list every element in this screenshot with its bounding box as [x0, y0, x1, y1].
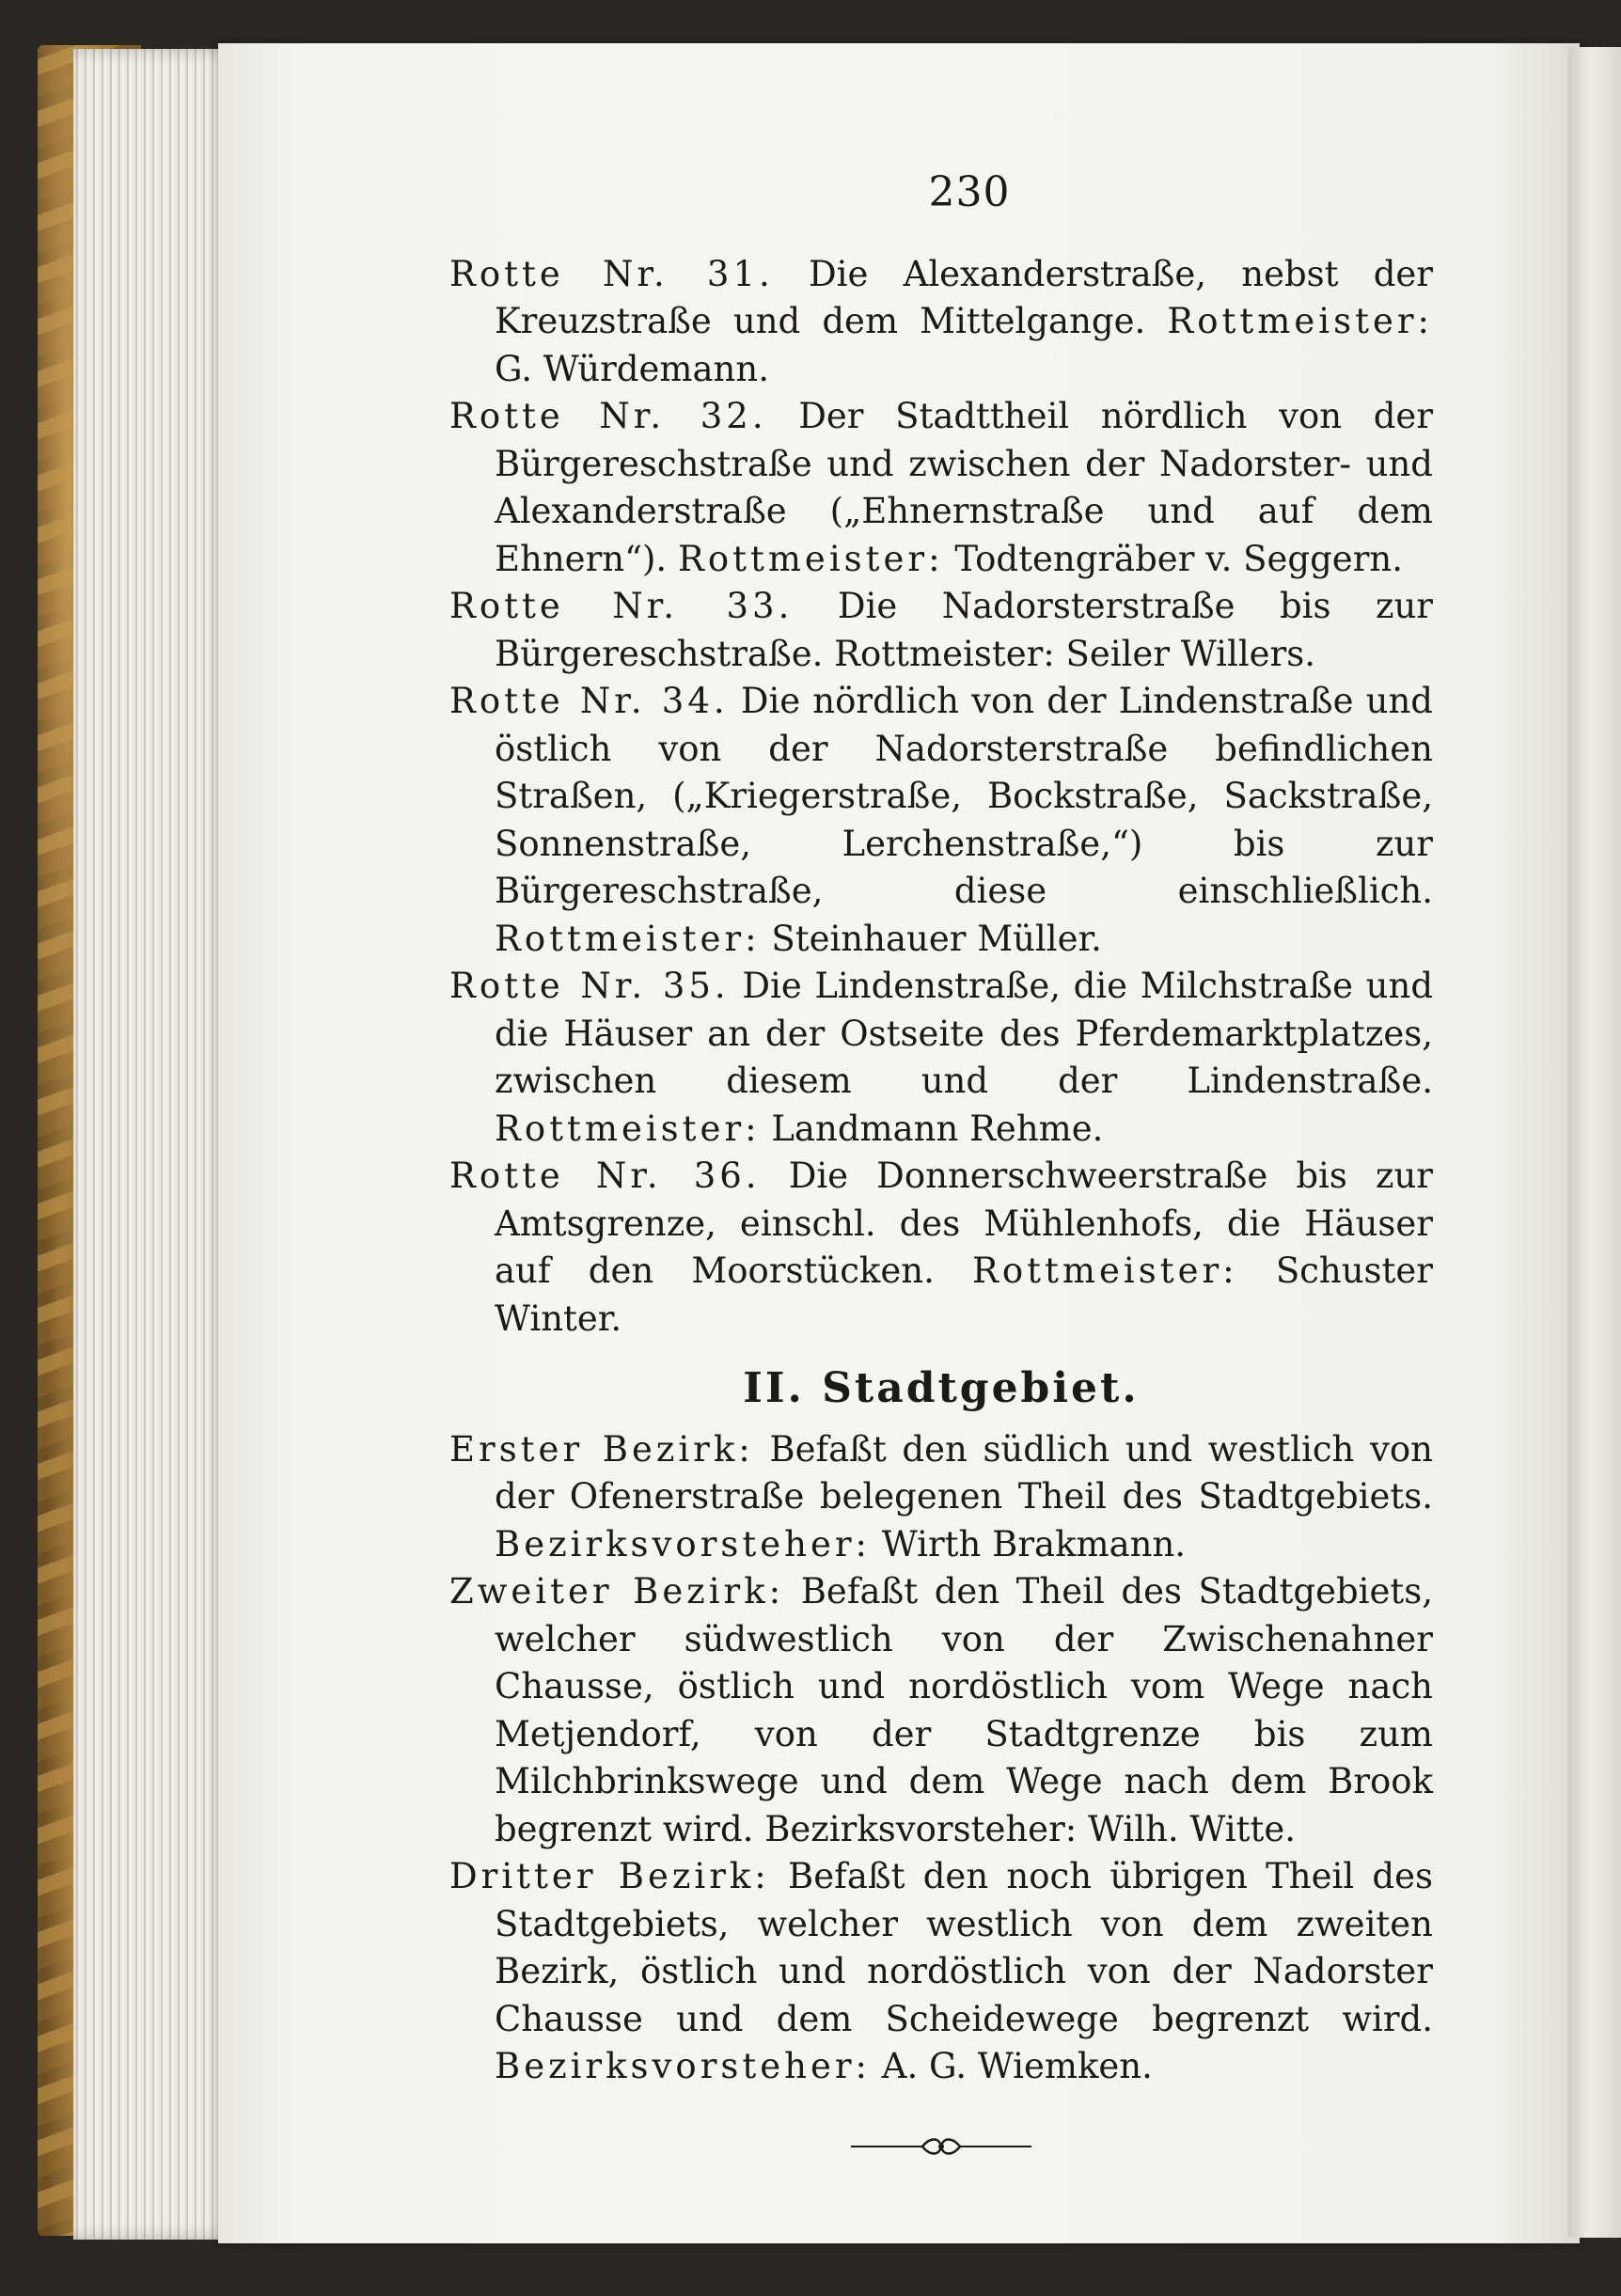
rottmeister-name: G. Würdemann. [495, 348, 769, 389]
bezirk-label: Dritter Bezirk: [449, 1856, 770, 1896]
bezirk-entry [449, 1426, 1433, 1569]
rotte-text: Die Nadorsterstraße bis zur Bürgereschstraße. [495, 586, 1433, 674]
facing-page-edge [1568, 47, 1621, 2238]
bezirk-list [449, 1426, 1433, 2091]
rottmeister-label: Rottmeister: [677, 538, 944, 579]
rotte-text: Die nördlich von der Lindenstraße und östlich von der Nadorsterstraße befindlichen Straßen, („Kriegerstraße, Bockstraße, Sackstraße, Sonnenstraße, Lerchenstraße,“) bis zur Bürgereschstraße, diese einschließlich. [495, 681, 1433, 911]
bezirk-entry [449, 1568, 1433, 1853]
rotte-entry [449, 393, 1433, 583]
rotte-entry [449, 678, 1433, 963]
rottmeister-label: Rottmeister: [834, 633, 1055, 674]
bezirk-entry [449, 1853, 1433, 2091]
rotte-label: Rotte Nr. 34. [449, 681, 729, 721]
page-content [449, 169, 1433, 2159]
bezirk-label: Zweiter Bezirk: [449, 1571, 785, 1612]
rottmeister-name: Landmann Rehme. [771, 1108, 1104, 1149]
rotte-label: Rotte Nr. 33. [449, 586, 794, 626]
rotte-text: Die Lindenstraße, die Milchstraße und die Häuser an der Ostseite des Pferdemarktplatzes, zwischen diesem und der Lindenstraße. [495, 966, 1434, 1101]
rotte-label: Rotte Nr. 31. [449, 253, 774, 294]
rottmeister-label: Rottmeister: [495, 918, 761, 959]
rotte-entry [449, 251, 1433, 394]
bezirksvorsteher-label: Bezirksvorsteher: [495, 2046, 872, 2086]
rotte-entry [449, 583, 1433, 678]
bezirksvorsteher-name: Wilh. Witte. [1088, 1808, 1297, 1849]
bezirk-text: Befaßt den südlich und westlich von der Ofenerstraße belegenen Theil des Stadtgebiets. [495, 1428, 1434, 1517]
bezirk-text: Befaßt den Theil des Stadtgebiets, welcher südwestlich von der Zwischenahner Chausse, östlich und nordöstlich vom Wege nach Metjendorf, von der Stadtgrenze bis zum Milchbrinkswege und dem Wege nach dem Brook begrenzt wird. [495, 1571, 1433, 1849]
rottmeister-name: Schuster Winter. [495, 1250, 1433, 1339]
section-title: II. Stadtgebiet. [743, 1364, 1140, 1412]
rotte-entry [449, 963, 1433, 1153]
bezirk-label: Erster Bezirk: [449, 1428, 754, 1470]
rotte-text: Die Donnerschweerstraße bis zur Amtsgrenze, einschl. des Mühlenhofs, die Häuser auf den Moorstücken. [495, 1156, 1433, 1291]
rotte-entry [449, 1153, 1433, 1343]
rottmeister-name: Todtengräber v. Seggern. [954, 538, 1403, 579]
rotte-text: Der Stadttheil nördlich von der Bürgereschstraße und zwischen der Nadorster- und Alexanderstraße („Ehnernstraße und auf dem Ehnern“). [495, 396, 1434, 579]
rottmeister-label: Rottmeister: [495, 1108, 761, 1149]
bezirksvorsteher-label: Bezirksvorsteher: [764, 1808, 1078, 1849]
ornament-divider [847, 2134, 1035, 2159]
rottmeister-label: Rottmeister: [1167, 301, 1433, 341]
page-number: 230 [928, 168, 1011, 216]
rottmeister-name: Steinhauer Müller. [771, 918, 1102, 959]
bezirksvorsteher-label: Bezirksvorsteher: [495, 1523, 872, 1565]
rottmeister-label: Rottmeister: [972, 1250, 1238, 1291]
bezirksvorsteher-name: A. G. Wiemken. [881, 2046, 1153, 2086]
rotte-text: Die Alexanderstraße, nebst der Kreuzstraße und dem Mittelgange. [495, 253, 1433, 341]
rottmeister-name: Seiler Willers. [1065, 633, 1315, 674]
rotte-label: Rotte Nr. 32. [449, 396, 767, 436]
bezirk-text: Befaßt den noch übrigen Theil des Stadtgebiets, welcher westlich von dem zweiten Bezirk, östlich und nordöstlich von der Nadorster Chausse und dem Scheidewege begrenzt wird. [495, 1856, 1433, 2039]
rotte-label: Rotte Nr. 35. [449, 966, 730, 1006]
bezirksvorsteher-name: Wirth Brakmann. [881, 1523, 1187, 1565]
rotte-list [449, 251, 1433, 1344]
rotte-label: Rotte Nr. 36. [449, 1156, 761, 1196]
